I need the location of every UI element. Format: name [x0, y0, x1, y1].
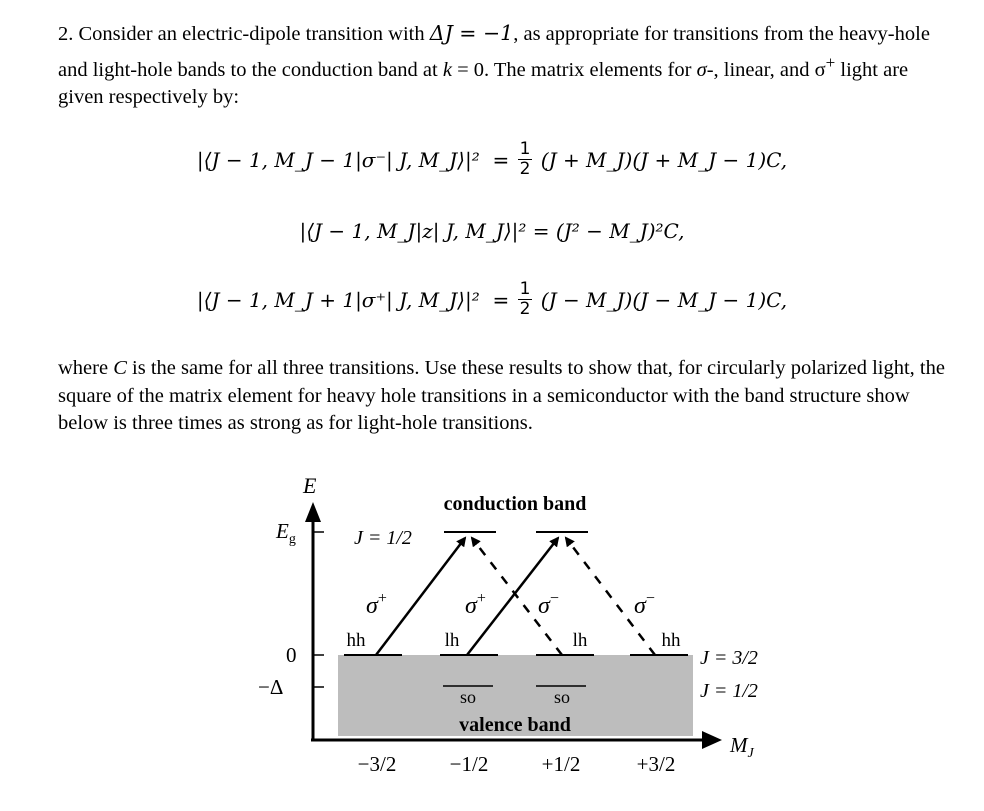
eq1-fraction: $\frac{1}{2}$: [519, 139, 531, 179]
eq2-lhs: |⟨J − 1, M_J|z| J, M_J⟩|²: [299, 218, 527, 243]
valence-band-label: valence band: [459, 714, 571, 736]
level-label-hh-right: hh: [661, 630, 681, 651]
x-tick-label-m1-2: −1/2: [449, 752, 489, 776]
intro-text-1: 2. Consider an electric-dipole transition with: [58, 23, 430, 45]
level-label-hh-left: hh: [346, 630, 366, 651]
transition-label-2: σ+: [465, 590, 486, 619]
conclusion-text-1: where: [58, 357, 114, 379]
y-tick-label-minus-delta: −Δ: [258, 675, 284, 699]
intro-plus: +: [825, 52, 836, 72]
intro-math-delta-j: ΔJ = −1: [429, 21, 514, 45]
equation-sigma-minus: |⟨J − 1, M_J − 1|σ⁻| J, M_J⟩|² = $\frac{1}{2}$ (J + M_J)(J + M_J − 1)C,: [196, 139, 788, 179]
x-tick-label-p3-2: +3/2: [636, 752, 676, 776]
intro-text-2: , as appropriate for transitions from the heavy-hole and light-hole bands to the conduction band at: [58, 23, 930, 81]
x-tick-label-m3-2: −3/2: [357, 752, 397, 776]
eq1-rhs: (J + M_J)(J + M_J − 1)C,: [540, 147, 788, 172]
conclusion-text-2: is the same for all three transitions. Use these results to show that, for circularly polarized light, the square of the matrix element for heavy hole transitions in a semiconductor with the band structure show below is three times as strong as for light-hole transitions.: [58, 357, 945, 434]
intro-text-3: = 0. The matrix elements for: [451, 58, 697, 81]
so-label-right: so: [553, 687, 571, 707]
eq2-rhs: = (J² − M_J)²C,: [532, 218, 685, 243]
intro-math-k: k: [442, 58, 452, 81]
valence-j-label-3-2: J = 3/2: [700, 647, 758, 669]
level-label-lh-right: lh: [572, 630, 588, 651]
intro-text-4: -, linear, and σ: [706, 58, 826, 81]
transition-label-4: σ−: [634, 590, 655, 619]
eq3-fraction: $\frac{1}{2}$: [519, 279, 531, 319]
y-tick-label-eg: $E_g$: [276, 519, 296, 547]
conclusion-math-c: C: [113, 357, 127, 379]
intro-sigma: σ: [696, 58, 707, 81]
level-label-lh-left: lh: [444, 630, 460, 651]
so-label-left: so: [459, 687, 477, 707]
transition-label-3: σ−: [538, 590, 559, 619]
x-tick-label-p1-2: +1/2: [541, 752, 581, 776]
conduction-band-label: conduction band: [443, 493, 587, 515]
x-axis-arrowhead: [702, 731, 722, 749]
eq3-rhs: (J − M_J)(J − M_J − 1)C,: [540, 287, 788, 312]
conduction-j-label: J = 1/2: [354, 527, 412, 549]
intro-text-5: light are given respectively by:: [58, 58, 909, 108]
equation-sigma-plus: |⟨J − 1, M_J + 1|σ⁺| J, M_J⟩|² = $\frac{1}{2}$ (J − M_J)(J − M_J − 1)C,: [196, 279, 788, 319]
y-tick-label-zero: 0: [286, 643, 297, 667]
eq3-lhs: |⟨J − 1, M_J + 1|σ⁺| J, M_J⟩|²: [196, 287, 480, 312]
axis-x-label: $M_J$: [730, 733, 754, 761]
y-axis-arrowhead: [305, 502, 321, 522]
valence-j-label-1-2: J = 1/2: [700, 680, 758, 702]
eq1-lhs: |⟨J − 1, M_J − 1|σ⁻| J, M_J⟩|²: [196, 147, 480, 172]
axis-y-label: E: [303, 473, 317, 498]
transition-label-1: σ+: [366, 590, 387, 619]
